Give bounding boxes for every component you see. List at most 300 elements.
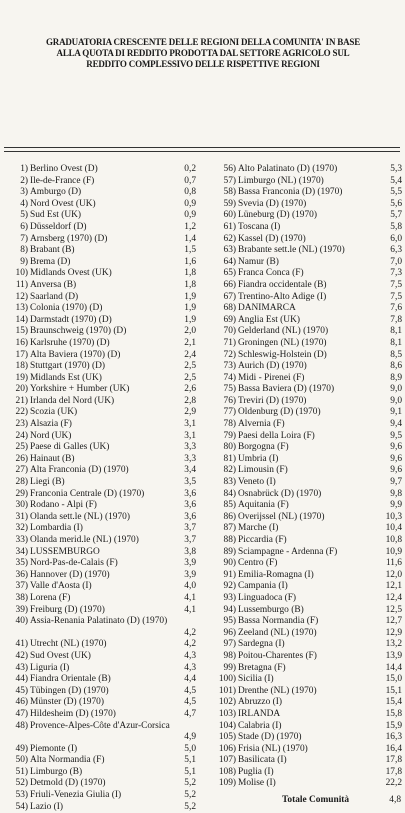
table-row	[214, 558, 402, 570]
ranking-column-left	[6, 164, 196, 813]
agri-share-value: 5,5	[390, 187, 402, 198]
table-row	[6, 547, 196, 559]
region-name: Limburgo (NL) (1970)	[238, 175, 324, 186]
table-row	[214, 199, 402, 211]
agri-share-value: 5,2	[184, 790, 196, 801]
agri-share-value: 17,8	[385, 766, 402, 777]
region-name: Umbria (I)	[238, 453, 279, 464]
region-name: Poitou-Charentes (F)	[238, 650, 317, 661]
table-row	[214, 245, 402, 257]
table-row	[6, 477, 196, 489]
agri-share-value: 3,3	[184, 442, 196, 453]
table-row	[214, 674, 402, 686]
agri-share-value: 12,0	[385, 569, 402, 580]
agri-share-value: 4,1	[184, 592, 196, 603]
agri-share-value: 6,0	[390, 233, 402, 244]
table-row	[214, 384, 402, 396]
table-row	[6, 639, 196, 651]
agri-share-value: 2,6	[184, 384, 196, 395]
rank-number: 82)	[223, 465, 236, 476]
agri-share-value: 2,4	[184, 349, 196, 360]
rank-number: 86)	[223, 511, 236, 522]
table-row	[6, 350, 196, 362]
agri-share-value: 1,9	[184, 314, 196, 325]
rank-number: 7)	[20, 233, 28, 244]
table-top-rule	[4, 147, 400, 148]
rank-number: 10)	[15, 268, 28, 279]
agri-share-value: 3,7	[184, 535, 196, 545]
table-row	[6, 558, 196, 570]
region-name: Piccardia (F)	[238, 535, 287, 545]
region-name: Friuli-Venezia Giulia (I)	[30, 790, 122, 801]
table-row	[214, 396, 402, 408]
region-name: Abruzzo (I)	[238, 697, 282, 708]
table-row	[214, 732, 402, 744]
region-name: Münster (D) (1970)	[30, 697, 104, 708]
region-name: Groningen (NL) (1970)	[238, 337, 327, 348]
rank-number: 61)	[223, 221, 236, 232]
rank-number: 3)	[20, 187, 28, 198]
rank-number: 13)	[15, 303, 28, 314]
agri-share-value: 9,6	[390, 453, 402, 464]
region-name: Basilicata (I)	[238, 755, 287, 766]
rank-number: 4)	[20, 198, 28, 209]
title-line-2: ALLA QUOTA DI REDDITO PRODOTTA DAL SETTORE AGRICOLO SUL	[56, 48, 350, 58]
agri-share-value: 3,9	[184, 558, 196, 569]
table-row	[214, 326, 402, 338]
rank-number: 77)	[223, 407, 236, 418]
table-row	[6, 234, 196, 246]
agri-share-value: 12,9	[385, 627, 402, 638]
region-name: Calabria (I)	[238, 720, 282, 731]
rank-number: 76)	[223, 395, 236, 406]
region-name: Freiburg (D) (1970)	[30, 604, 105, 615]
document-title	[8, 37, 398, 70]
region-name: Arnsberg (1970) (D)	[30, 233, 108, 244]
agri-share-value: 12,7	[385, 616, 402, 627]
region-name: Stade (D) (1970)	[238, 732, 302, 743]
ranking-column-right	[214, 164, 402, 790]
table-row	[6, 709, 196, 721]
region-name: Fiandra occidentale (B)	[238, 279, 327, 290]
agri-share-value: 9,1	[390, 407, 402, 418]
region-name: Svevia (D) (1970)	[238, 198, 307, 209]
agri-share-value: 7,3	[390, 268, 402, 279]
region-name: Veneto (I)	[238, 477, 276, 488]
region-name: Assia-Renania Palatinato (D) (1970)	[30, 616, 168, 627]
region-name: Fiandra Orientale (B)	[30, 674, 111, 685]
rank-number: 73)	[223, 361, 236, 372]
region-name: Lombardia (I)	[30, 523, 83, 534]
region-name: Treviri (D) (1970)	[238, 395, 307, 406]
rank-number: 104)	[218, 720, 236, 731]
rank-number: 41)	[15, 639, 28, 650]
table-row	[214, 164, 402, 176]
table-row	[6, 268, 196, 280]
region-name: Namur (B)	[238, 256, 279, 267]
rank-number: 78)	[223, 419, 236, 430]
region-name: Darmstadt (1970) (D)	[30, 314, 112, 325]
region-name: Lorena (F)	[30, 592, 71, 603]
region-name: Linguadoca (F)	[238, 592, 297, 603]
rank-number: 68)	[223, 303, 236, 314]
table-row	[214, 222, 402, 234]
table-row	[214, 257, 402, 269]
agri-share-value: 3,6	[184, 500, 196, 511]
rank-number: 9)	[20, 256, 28, 267]
region-name: Oldenburg (D) (1970)	[238, 407, 321, 418]
region-name: Nord Ovest (UK)	[30, 198, 96, 209]
agri-share-value: 9,8	[390, 488, 402, 499]
region-name: Bassa Baviera (D) (1970)	[238, 384, 335, 395]
agri-share-value: 4,2	[184, 627, 196, 638]
rank-number: 53)	[15, 790, 28, 801]
rank-number: 30)	[15, 500, 28, 511]
rank-number: 75)	[223, 384, 236, 395]
table-row	[6, 686, 196, 698]
agri-share-value: 9,6	[390, 465, 402, 476]
region-name: Ile-de-France (F)	[30, 175, 95, 186]
agri-share-value: 3,4	[184, 465, 196, 476]
table-row	[214, 512, 402, 524]
agri-share-value: 5,2	[184, 801, 196, 812]
agri-share-value: 11,6	[385, 558, 402, 569]
agri-share-value: 5,6	[390, 198, 402, 209]
table-row	[214, 234, 402, 246]
agri-share-value: 16,3	[385, 732, 402, 743]
agri-share-value: 5,7	[390, 210, 402, 221]
agri-share-value: 1,6	[184, 256, 196, 267]
table-row	[6, 616, 196, 639]
table-row	[6, 326, 196, 338]
table-row	[214, 581, 402, 593]
table-row	[214, 268, 402, 280]
region-name: Piemonte (I)	[30, 743, 78, 754]
table-row	[214, 176, 402, 188]
table-row	[6, 245, 196, 257]
region-name: Utrecht (NL) (1970)	[30, 639, 107, 650]
rank-number: 45)	[15, 685, 28, 696]
rank-number: 74)	[223, 372, 236, 383]
rank-number: 25)	[15, 442, 28, 453]
table-row	[6, 697, 196, 709]
region-name: Colonia (1970) (D)	[30, 303, 103, 314]
agri-share-value: 15,0	[385, 674, 402, 685]
agri-share-value: 5,0	[184, 743, 196, 754]
agri-share-value: 15,9	[385, 720, 402, 731]
table-row	[214, 651, 402, 663]
region-name: Anversa (B)	[30, 279, 77, 290]
rank-number: 94)	[223, 604, 236, 615]
rank-number: 84)	[223, 488, 236, 499]
rank-number: 103)	[218, 708, 236, 719]
table-row	[214, 315, 402, 327]
rank-number: 97)	[223, 639, 236, 650]
table-row	[6, 767, 196, 779]
table-row	[214, 628, 402, 640]
agri-share-value: 4,9	[184, 732, 196, 743]
agri-share-value: 13,2	[385, 639, 402, 650]
table-row	[214, 465, 402, 477]
agri-share-value: 8,1	[390, 337, 402, 348]
rank-number: 90)	[223, 558, 236, 569]
rank-number: 80)	[223, 442, 236, 453]
table-row	[214, 593, 402, 605]
agri-share-value: 3,3	[184, 453, 196, 464]
agri-share-value: 5,4	[390, 175, 402, 186]
region-name: Olanda merid.le (NL) (1970)	[30, 535, 139, 545]
rank-number: 83)	[223, 477, 236, 488]
table-row	[6, 663, 196, 675]
rank-number: 93)	[223, 592, 236, 603]
agri-share-value: 12,4	[385, 592, 402, 603]
rank-number: 15)	[15, 326, 28, 337]
table-row	[214, 697, 402, 709]
table-row	[214, 477, 402, 489]
region-name: Gelderland (NL) (1970)	[238, 326, 329, 337]
rank-number: 49)	[15, 743, 28, 754]
region-name: Molise (I)	[238, 778, 276, 789]
table-row	[6, 442, 196, 454]
table-row	[214, 431, 402, 443]
agri-share-value: 8,6	[390, 361, 402, 372]
agri-share-value: 9,0	[390, 395, 402, 406]
table-row	[6, 523, 196, 535]
table-top-rule-double	[4, 151, 400, 152]
table-row	[214, 292, 402, 304]
rank-number: 88)	[223, 535, 236, 545]
agri-share-value: 4,1	[184, 604, 196, 615]
agri-share-value: 3,6	[184, 511, 196, 522]
table-row	[6, 338, 196, 350]
agri-share-value: 9,7	[390, 477, 402, 488]
table-row	[214, 303, 402, 315]
table-row	[214, 407, 402, 419]
rank-number: 21)	[15, 395, 28, 406]
agri-share-value: 15,4	[385, 697, 402, 708]
table-row	[214, 755, 402, 767]
region-name: Sciampagne - Ardenna (F)	[238, 546, 338, 557]
region-name: Sicilia (I)	[238, 674, 274, 685]
region-name: Hannover (D) (1970)	[30, 569, 110, 580]
table-row	[214, 639, 402, 651]
region-name: LUSSEMBURGO	[30, 546, 100, 557]
table-row	[214, 663, 402, 675]
agri-share-value: 8,5	[390, 349, 402, 360]
region-name: Aquitania (F)	[238, 500, 289, 511]
agri-share-value: 2,8	[184, 395, 196, 406]
rank-number: 44)	[15, 674, 28, 685]
rank-number: 17)	[15, 349, 28, 360]
agri-share-value: 0,9	[184, 198, 196, 209]
region-name: Bassa Normandia (F)	[238, 616, 319, 627]
agri-share-value: 7,5	[390, 291, 402, 302]
agri-share-value: 9,5	[390, 430, 402, 441]
region-name: Alto Palatinato (D) (1970)	[238, 164, 338, 174]
rank-number: 19)	[15, 372, 28, 383]
region-name: Nord (UK)	[30, 430, 72, 441]
rank-number: 109)	[218, 778, 236, 789]
region-name: Midlands Ovest (UK)	[30, 268, 112, 279]
table-row	[214, 744, 402, 756]
region-name: Liegi (B)	[30, 477, 65, 488]
region-name: Braunschweig (1970) (D)	[30, 326, 127, 337]
agri-share-value: 7,0	[390, 256, 402, 267]
region-name: Scozia (UK)	[30, 407, 78, 418]
table-row	[6, 802, 196, 813]
agri-share-value: 9,6	[390, 442, 402, 453]
table-row	[6, 790, 196, 802]
table-row	[214, 280, 402, 292]
table-row	[214, 721, 402, 733]
rank-number: 71)	[223, 337, 236, 348]
region-name: Lussemburgo (B)	[238, 604, 304, 615]
region-name: Anglia Est (UK)	[238, 314, 300, 325]
table-row	[6, 303, 196, 315]
table-row	[6, 651, 196, 663]
table-row	[6, 176, 196, 188]
rank-number: 63)	[223, 245, 236, 256]
rank-number: 22)	[15, 407, 28, 418]
rank-number: 52)	[15, 778, 28, 789]
region-name: Centro (F)	[238, 558, 278, 569]
table-row	[214, 535, 402, 547]
rank-number: 18)	[15, 361, 28, 372]
region-name: Detmold (D) (1970)	[30, 778, 106, 789]
rank-number: 37)	[15, 581, 28, 592]
rank-number: 14)	[15, 314, 28, 325]
region-name: Alta Normandia (F)	[30, 755, 105, 766]
agri-share-value: 0,9	[184, 210, 196, 221]
table-row	[6, 570, 196, 582]
table-row	[6, 454, 196, 466]
region-name: Irlanda del Nord (UK)	[30, 395, 115, 406]
agri-share-value: 10,8	[385, 535, 402, 545]
region-name: Emilia-Romagna (I)	[238, 569, 314, 580]
region-name: Alta Franconia (D) (1970)	[30, 465, 129, 476]
rank-number: 43)	[15, 662, 28, 673]
agri-share-value: 3,1	[184, 430, 196, 441]
rank-number: 42)	[15, 650, 28, 661]
agri-share-value: 2,9	[184, 407, 196, 418]
table-row	[6, 222, 196, 234]
rank-number: 102)	[218, 697, 236, 708]
rank-number: 100)	[218, 674, 236, 685]
table-row	[214, 523, 402, 535]
rank-number: 1)	[20, 164, 28, 174]
agri-share-value: 2,5	[184, 372, 196, 383]
table-row	[6, 373, 196, 385]
agri-share-value: 15,1	[385, 685, 402, 696]
region-name: Valle d'Aosta (I)	[30, 581, 92, 592]
table-row	[214, 709, 402, 721]
table-row	[214, 570, 402, 582]
region-name: Alvernia (F)	[238, 419, 285, 430]
region-name: Midi - Pirenei (F)	[238, 372, 305, 383]
table-row	[214, 454, 402, 466]
region-name: Bassa Franconia (D) (1970)	[238, 187, 343, 198]
rank-number: 95)	[223, 616, 236, 627]
agri-share-value: 9,4	[390, 419, 402, 430]
title-line-3: REDDITO COMPLESSIVO DELLE RISPETTIVE REGIONI	[86, 59, 320, 69]
agri-share-value: 1,5	[184, 245, 196, 256]
table-row	[214, 187, 402, 199]
agri-share-value: 4,5	[184, 685, 196, 696]
region-name: Berlino Ovest (D)	[30, 164, 98, 174]
region-name: Hildesheim (D) (1970)	[30, 708, 116, 719]
rank-number: 59)	[223, 198, 236, 209]
table-row	[6, 721, 196, 744]
rank-number: 70)	[223, 326, 236, 337]
agri-share-value: 1,2	[184, 221, 196, 232]
agri-share-value: 4,3	[184, 650, 196, 661]
region-name: Limburgo (B)	[30, 766, 83, 777]
rank-number: 8)	[20, 245, 28, 256]
table-row	[6, 292, 196, 304]
region-name: Yorkshire + Humber (UK)	[30, 384, 130, 395]
rank-number: 67)	[223, 291, 236, 302]
agri-share-value: 10,3	[385, 511, 402, 522]
agri-share-value: 2,5	[184, 361, 196, 372]
table-row	[6, 396, 196, 408]
rank-number: 35)	[15, 558, 28, 569]
agri-share-value: 10,4	[385, 523, 402, 534]
agri-share-value: 1,9	[184, 291, 196, 302]
region-name: Toscana (I)	[238, 221, 281, 232]
table-row	[214, 489, 402, 501]
rank-number: 12)	[15, 291, 28, 302]
agri-share-value: 8,1	[390, 326, 402, 337]
rank-number: 32)	[15, 523, 28, 534]
table-row	[214, 419, 402, 431]
region-name: Karlsruhe (1970) (D)	[30, 337, 110, 348]
agri-share-value: 14,4	[385, 662, 402, 673]
table-row	[214, 442, 402, 454]
rank-number: 29)	[15, 488, 28, 499]
table-row	[6, 489, 196, 501]
agri-share-value: 5,1	[184, 755, 196, 766]
region-name: Nord-Pas-de-Calais (F)	[30, 558, 118, 569]
rank-number: 69)	[223, 314, 236, 325]
table-row	[214, 686, 402, 698]
table-row	[6, 280, 196, 292]
region-name: Bretagna (F)	[238, 662, 286, 673]
table-row	[6, 431, 196, 443]
rank-number: 50)	[15, 755, 28, 766]
rank-number: 5)	[20, 210, 28, 221]
table-row	[6, 257, 196, 269]
table-row	[6, 755, 196, 767]
rank-number: 47)	[15, 708, 28, 719]
rank-number: 101)	[218, 685, 236, 696]
rank-number: 87)	[223, 523, 236, 534]
region-name: Sud Ovest (UK)	[30, 650, 91, 661]
rank-number: 81)	[223, 453, 236, 464]
region-name: Liguria (I)	[30, 662, 70, 673]
table-row	[6, 778, 196, 790]
agri-share-value: 16,4	[385, 743, 402, 754]
agri-share-value: 3,8	[184, 546, 196, 557]
agri-share-value: 2,0	[184, 326, 196, 337]
agri-share-value: 9,9	[390, 500, 402, 511]
region-name: Olanda sett.le (NL) (1970)	[30, 511, 130, 522]
table-row	[6, 593, 196, 605]
table-row	[214, 547, 402, 559]
agri-share-value: 6,3	[390, 245, 402, 256]
region-name: Franconia Centrale (D) (1970)	[30, 488, 145, 499]
rank-number: 24)	[15, 430, 28, 441]
table-row	[6, 744, 196, 756]
